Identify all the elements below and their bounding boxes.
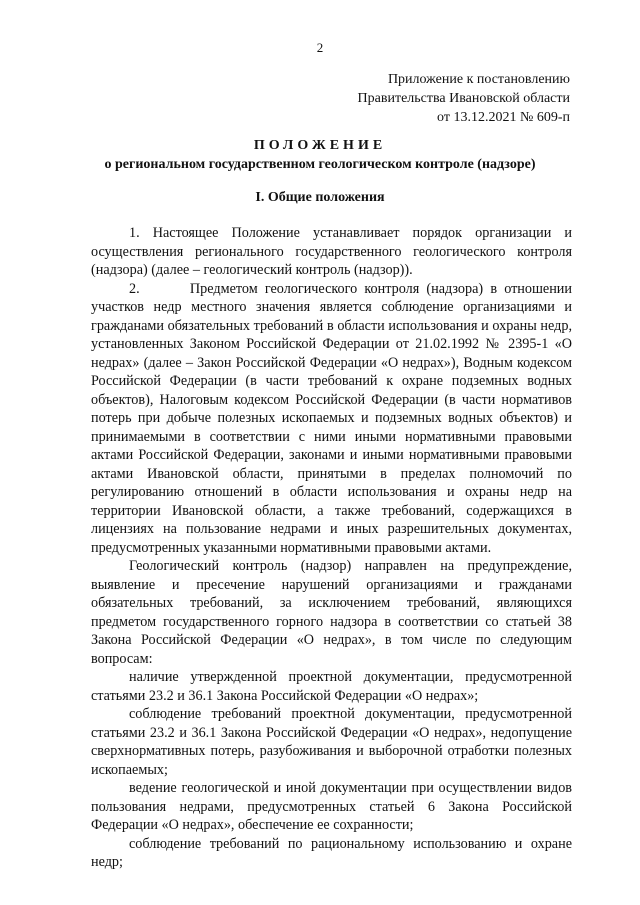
paragraph: 1. Настоящее Положение устанавливает порядок организации и осуществления регионального государственного геологического контроля (надзора) (далее – геологический контроль (надзор)). [91, 225, 572, 278]
body-text [91, 224, 572, 872]
appendix-block [358, 70, 570, 127]
paragraph: наличие утвержденной проектной документации, предусмотренной статьями 23.2 и 36.1 Закона Российской Федерации «О недрах»; [91, 669, 572, 704]
section-heading: I. Общие положения [255, 190, 385, 205]
paragraph: соблюдение требований по рациональному использованию и охране недр; [91, 835, 572, 870]
appendix-line: Правительства Ивановской области [357, 91, 570, 106]
paragraph: ведение геологической и иной документации при осуществлении видов пользования недрами, предусмотренных статьей 6 Закона Российской Федерации «О недрах», обеспечение ее сохранности; [91, 780, 572, 833]
appendix-line: от 13.12.2021 № 609-п [437, 110, 570, 125]
paragraph: Геологический контроль (надзор) направлен на предупреждение, выявление и пресечение нарушений организациями и гражданами обязательных требований, за исключением требований, являющихся предметом государственного горного надзора в соответствии со статьей 38 Закона Российской Федерации «О недрах», в том числе по следующим вопросам: [91, 558, 572, 667]
document-title: ПОЛОЖЕНИЕ [253, 138, 387, 153]
page-number: 2 [316, 40, 324, 55]
appendix-line: Приложение к постановлению [387, 72, 570, 87]
paragraph: 2. Предметом геологического контроля (надзора) в отношении участков недр местного значения является соблюдение организациями и гражданами обязательных требований в области использования и охраны недр, установленных Законом Российской Федерации от 21.02.1992 № 2395-1 «О недрах» (далее – Закон Российской Федерации «О недрах»), Водным кодексом Российской Федерации (в части требований к охране подземных водных объектов), Налоговым кодексом Российской Федерации (в части нормативов потерь при добыче полезных ископаемых и подземных водных объектов) и принимаемыми в соответствии с ними иными нормативными правовыми актами Российской Федерации, законами и иными нормативными правовыми актами Ивановской области, принятыми в пределах полномочий по регулированию отношений в области использования и охраны недр на территории Ивановской области, а также требований, содержащихся в лицензиях на пользование недрами и иных разрешительных документах, предусмотренных указанными нормативными правовыми актами. [91, 280, 572, 556]
document-subtitle: о региональном государственном геологическом контроле (надзоре) [104, 157, 536, 172]
paragraph: соблюдение требований проектной документации, предусмотренной статьями 23.2 и 36.1 Закона Российской Федерации «О недрах», недопущение сверхнормативных потерь, разубоживания и выборочной отработки полезных ископаемых; [91, 706, 572, 778]
